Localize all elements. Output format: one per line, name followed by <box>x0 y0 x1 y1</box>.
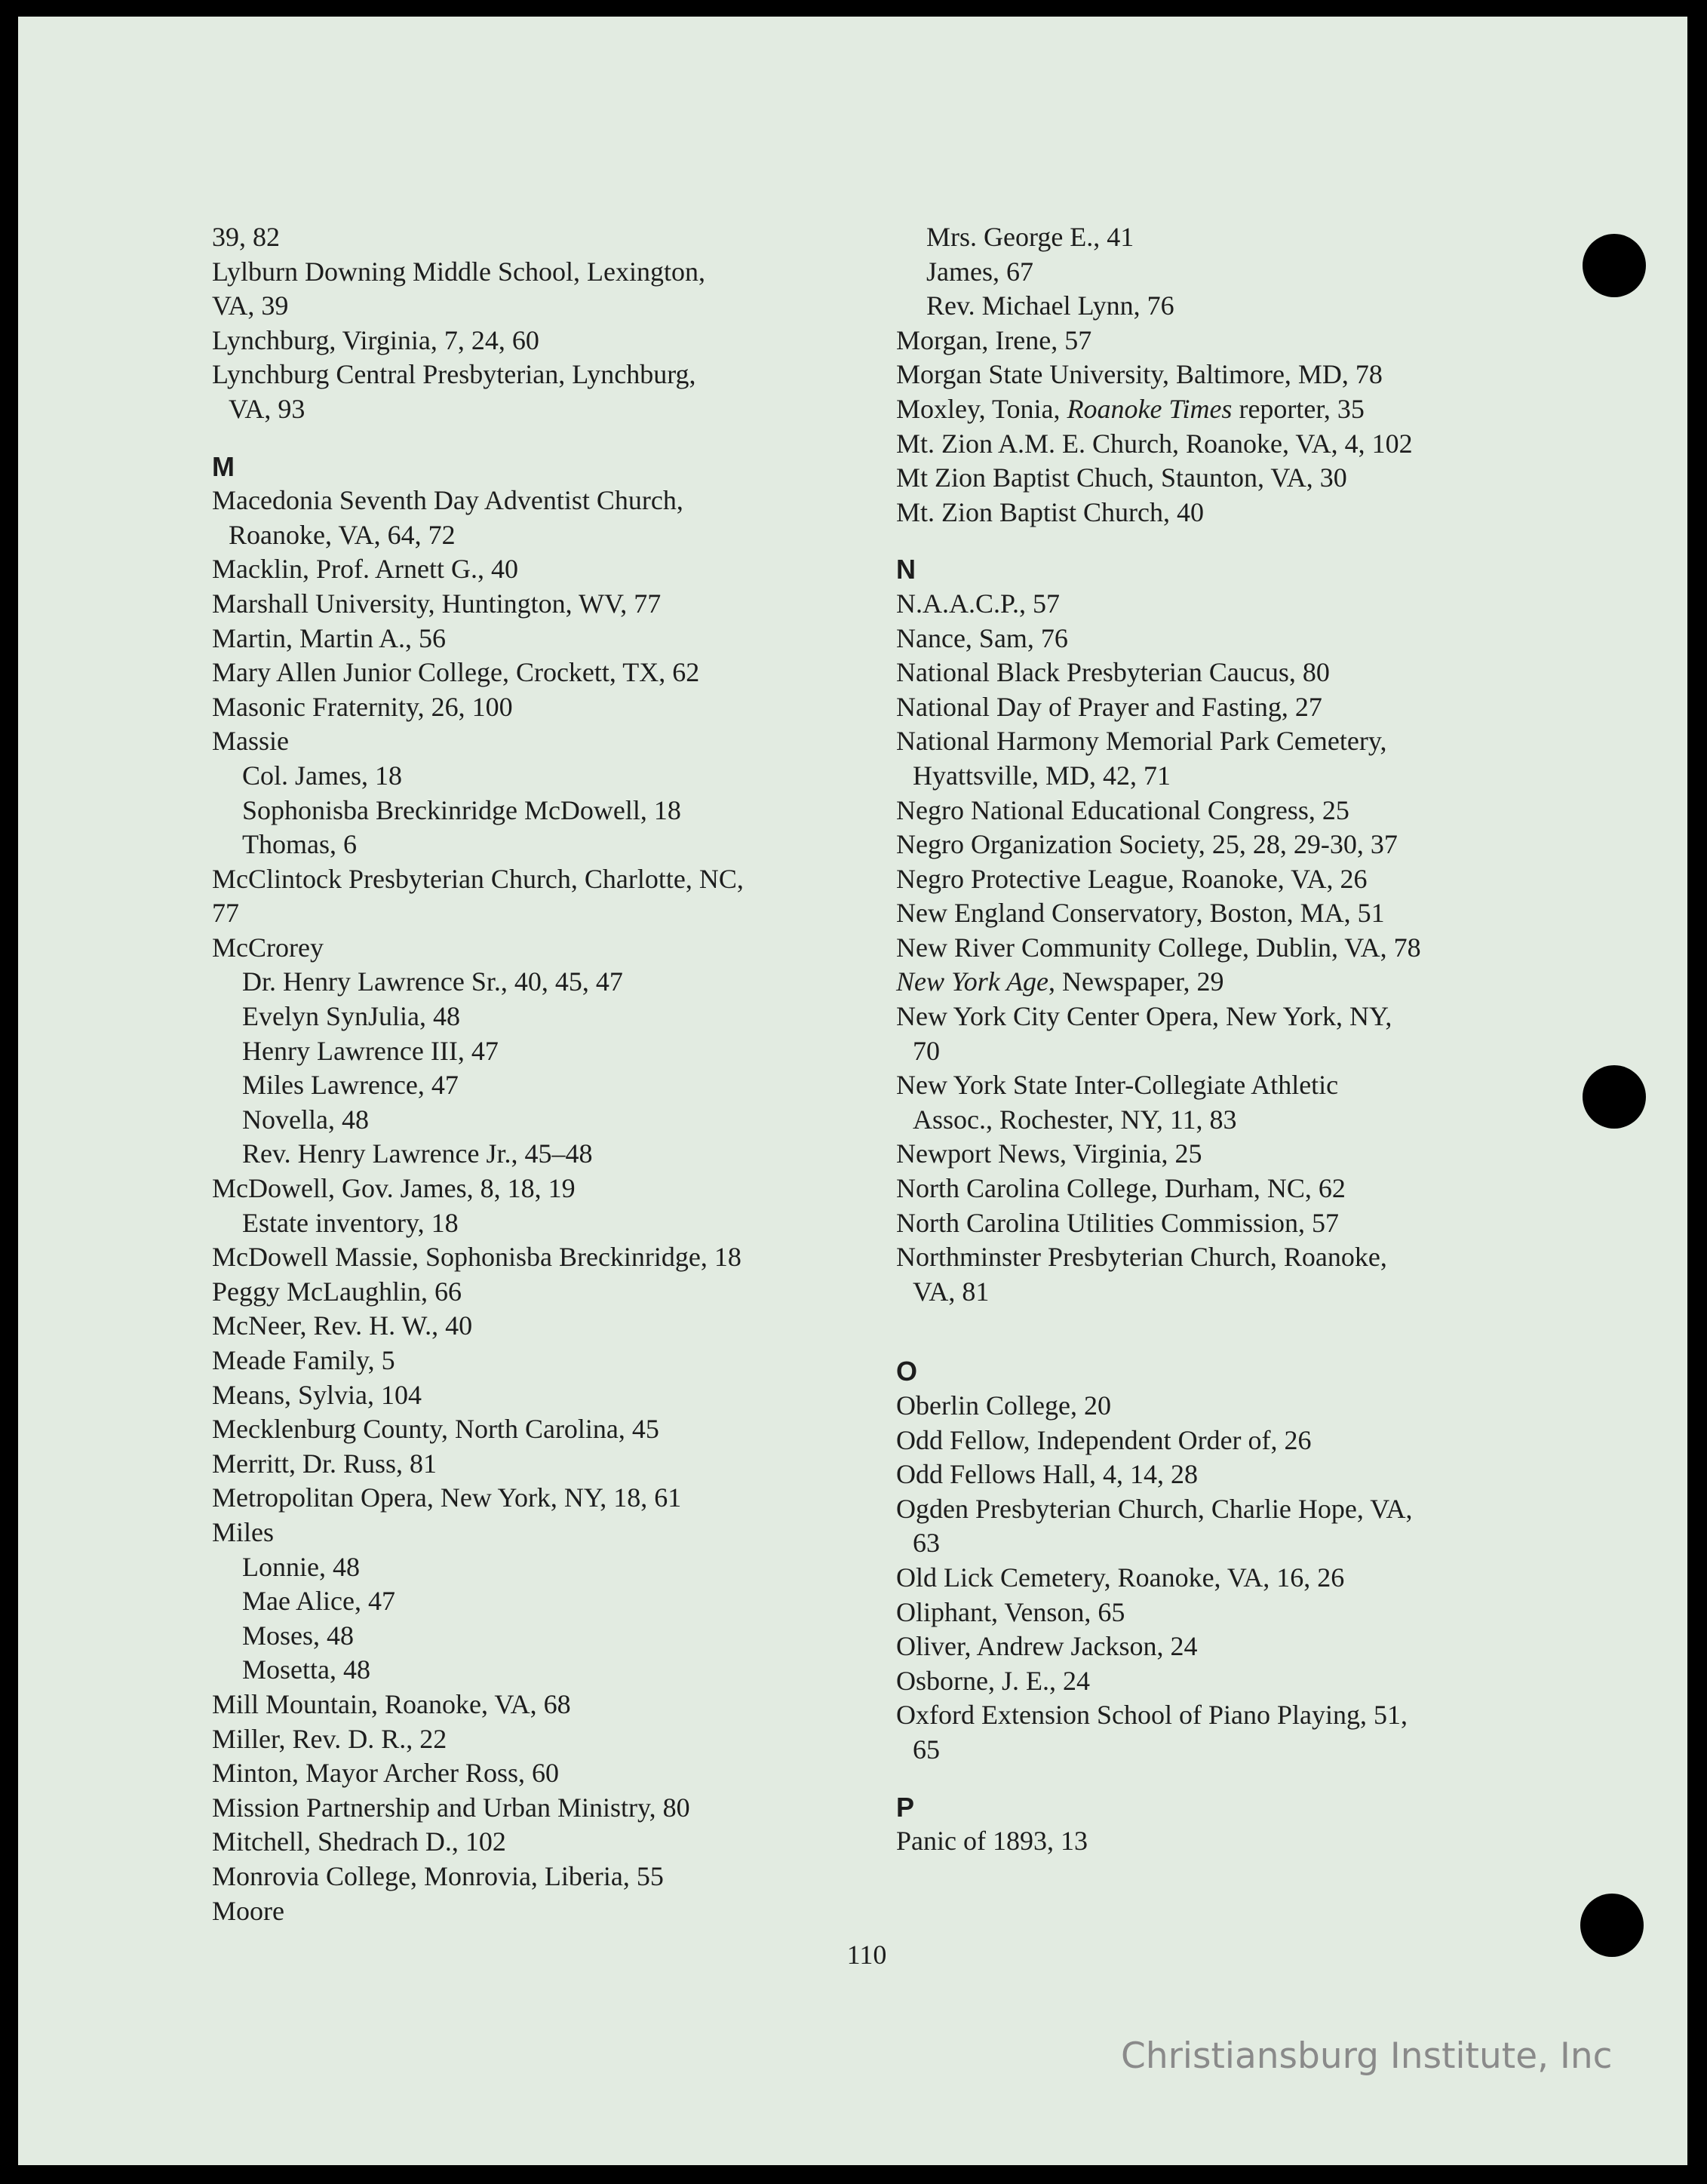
index-entry <box>896 1389 1575 1424</box>
index-entry <box>212 1309 861 1344</box>
entry-text: James, 67 <box>926 256 1033 287</box>
entry-text: Macedonia Seventh Day Adventist Church, <box>212 485 683 516</box>
entry-text: Northminster Presbyterian Church, Roanoke, <box>896 1242 1387 1273</box>
index-entry <box>896 220 1575 255</box>
index-entry <box>896 1824 1575 1859</box>
entry-text: N.A.A.C.P., 57 <box>896 588 1061 619</box>
index-entry <box>212 587 861 622</box>
entry-text: Oberlin College, 20 <box>896 1390 1111 1421</box>
index-entry <box>212 1344 861 1378</box>
entry-text: Panic of 1893, 13 <box>896 1826 1088 1857</box>
entry-text: 63 <box>913 1528 940 1559</box>
entry-text: Sophonisba Breckinridge McDowell, 18 <box>242 794 681 825</box>
index-entry <box>896 656 1575 690</box>
entry-text: Moses, 48 <box>242 1620 355 1651</box>
entry-text: McNeer, Rev. H. W., 40 <box>212 1310 473 1341</box>
entry-text: National Day of Prayer and Fasting, 27 <box>896 691 1322 722</box>
index-entry <box>896 358 1575 392</box>
entry-text: reporter, 35 <box>1232 393 1365 424</box>
index-entry <box>212 220 861 255</box>
index-entry <box>212 1000 861 1034</box>
entry-text: Roanoke, VA, 64, 72 <box>229 519 456 550</box>
entry-text: VA, 93 <box>229 393 305 424</box>
entry-text: Odd Fellows Hall, 4, 14, 28 <box>896 1459 1198 1490</box>
entry-text: VA, 81 <box>913 1276 990 1307</box>
index-entry <box>896 931 1575 966</box>
index-entry <box>212 1653 861 1688</box>
index-entry <box>896 1733 1575 1768</box>
entry-text: Lynchburg, Virginia, 7, 24, 60 <box>212 324 539 355</box>
entry-text: 77 <box>212 898 239 929</box>
index-entry <box>896 1000 1575 1034</box>
index-entry <box>896 1206 1575 1241</box>
index-entry <box>212 1034 861 1069</box>
entry-text: Mitchell, Shedrach D., 102 <box>212 1826 506 1857</box>
punch-hole <box>1580 1894 1644 1957</box>
entry-text: McClintock Presbyterian Church, Charlotte, NC, <box>212 863 744 894</box>
entry-text: National Harmony Memorial Park Cemetery, <box>896 726 1387 757</box>
entry-text: Mosetta, 48 <box>242 1654 370 1685</box>
index-entry <box>896 392 1575 427</box>
entry-text: Estate inventory, 18 <box>242 1207 459 1238</box>
index-entry <box>896 759 1575 794</box>
index-entry <box>896 1561 1575 1596</box>
entry-text: Negro Organization Society, 25, 28, 29-30, 37 <box>896 829 1398 860</box>
entry-text: Mt Zion Baptist Chuch, Staunton, VA, 30 <box>896 462 1347 493</box>
index-entry <box>212 1378 861 1413</box>
entry-text: New York City Center Opera, New York, NY, <box>896 1001 1392 1032</box>
entry-text: Rev. Henry Lawrence Jr., 45–48 <box>242 1138 593 1169</box>
entry-text: Oxford Extension School of Piano Playing, 51, <box>896 1700 1408 1731</box>
entry-text: Negro Protective League, Roanoke, VA, 26 <box>896 863 1368 894</box>
index-entry <box>896 1172 1575 1206</box>
entry-text: 65 <box>913 1734 940 1765</box>
entry-text: Col. James, 18 <box>242 760 402 791</box>
index-entry <box>212 1206 861 1241</box>
entry-text: Means, Sylvia, 104 <box>212 1379 422 1410</box>
page-number: 110 <box>846 1940 887 1970</box>
entry-text: Lynchburg Central Presbyterian, Lynchburg, <box>212 359 696 390</box>
index-entry <box>212 255 861 290</box>
index-entry <box>896 1275 1575 1310</box>
entry-text: McDowell, Gov. James, 8, 18, 19 <box>212 1173 576 1204</box>
index-entry <box>212 1550 861 1585</box>
index-entry <box>896 461 1575 496</box>
entry-text: McDowell Massie, Sophonisba Breckinridge, 18 <box>212 1242 741 1273</box>
index-entry <box>212 484 861 518</box>
entry-text: Peggy McLaughlin, 66 <box>212 1276 462 1307</box>
entry-text: Old Lick Cemetery, Roanoke, VA, 16, 26 <box>896 1562 1345 1593</box>
entry-text: M <box>212 450 235 482</box>
index-entry <box>212 1103 861 1138</box>
index-entry <box>212 1275 861 1310</box>
entry-text: Macklin, Prof. Arnett G., 40 <box>212 554 518 585</box>
section-letter-heading <box>896 1354 1575 1389</box>
entry-text: New England Conservatory, Boston, MA, 51 <box>896 898 1385 929</box>
index-entry <box>896 255 1575 290</box>
index-entry <box>896 690 1575 725</box>
entry-text: North Carolina College, Durham, NC, 62 <box>896 1173 1346 1204</box>
index-entry <box>212 1619 861 1654</box>
entry-text: Lylburn Downing Middle School, Lexington, <box>212 256 705 287</box>
entry-text: Mill Mountain, Roanoke, VA, 68 <box>212 1688 571 1719</box>
index-column-left <box>212 220 861 1928</box>
entry-text: New River Community College, Dublin, VA, 78 <box>896 932 1421 963</box>
index-entry <box>212 1447 861 1482</box>
punch-hole <box>1583 234 1646 297</box>
entry-text: Martin, Martin A., 56 <box>212 622 446 653</box>
index-entry <box>896 1068 1575 1103</box>
entry-text: Mary Allen Junior College, Crockett, TX, 62 <box>212 657 700 688</box>
index-entry <box>212 518 861 553</box>
index-entry <box>896 1424 1575 1458</box>
index-entry <box>896 289 1575 324</box>
index-entry <box>212 1172 861 1206</box>
index-entry <box>212 1412 861 1447</box>
index-entry <box>896 896 1575 931</box>
entry-text: , Newspaper, 29 <box>1048 966 1224 997</box>
index-entry <box>896 427 1575 462</box>
index-entry <box>212 1722 861 1757</box>
entry-text: Massie <box>212 726 289 757</box>
index-entry <box>896 862 1575 897</box>
index-entry <box>212 724 861 759</box>
italic-title: Roanoke Times <box>1067 393 1233 424</box>
index-entry <box>212 1584 861 1619</box>
entry-text: 39, 82 <box>212 222 280 252</box>
entry-text: Dr. Henry Lawrence Sr., 40, 45, 47 <box>242 966 623 997</box>
entry-text: N <box>896 554 916 585</box>
section-letter-heading <box>896 1790 1575 1825</box>
entry-text: 70 <box>913 1035 940 1066</box>
index-entry <box>896 1664 1575 1699</box>
entry-text: North Carolina Utilities Commission, 57 <box>896 1207 1339 1238</box>
index-entry <box>212 794 861 828</box>
punch-hole <box>1583 1065 1646 1129</box>
index-entry <box>212 289 861 324</box>
index-entry <box>212 1756 861 1791</box>
entry-text: McCrorey <box>212 932 324 963</box>
entry-text: Nance, Sam, 76 <box>896 622 1068 653</box>
entry-text: Odd Fellow, Independent Order of, 26 <box>896 1424 1312 1455</box>
index-entry <box>896 1034 1575 1069</box>
index-entry <box>896 1103 1575 1138</box>
entry-text: Metropolitan Opera, New York, NY, 18, 61 <box>212 1482 682 1513</box>
entry-text: P <box>896 1791 915 1823</box>
index-entry <box>212 324 861 358</box>
entry-text: Negro National Educational Congress, 25 <box>896 794 1349 825</box>
entry-text: Monrovia College, Monrovia, Liberia, 55 <box>212 1860 664 1891</box>
index-entry <box>896 794 1575 828</box>
index-entry <box>212 828 861 862</box>
index-entry <box>896 965 1575 1000</box>
entry-text: Miller, Rev. D. R., 22 <box>212 1723 447 1754</box>
entry-text: Meade Family, 5 <box>212 1345 395 1375</box>
index-entry <box>896 1137 1575 1172</box>
entry-text: Oliver, Andrew Jackson, 24 <box>896 1631 1198 1662</box>
index-column-right <box>896 220 1575 1859</box>
index-entry <box>896 1492 1575 1527</box>
entry-text: Evelyn SynJulia, 48 <box>242 1001 460 1032</box>
index-entry <box>212 862 861 897</box>
entry-text: Marshall University, Huntington, WV, 77 <box>212 588 662 619</box>
index-entry <box>896 724 1575 759</box>
entry-text: Mecklenburg County, North Carolina, 45 <box>212 1414 659 1445</box>
entry-text: New York State Inter-Collegiate Athletic <box>896 1070 1339 1101</box>
index-entry <box>212 1516 861 1550</box>
index-entry <box>896 587 1575 622</box>
watermark: Christiansburg Institute, Inc <box>1121 2035 1613 2077</box>
entry-text: VA, 39 <box>212 290 289 321</box>
index-entry <box>212 358 861 392</box>
index-entry <box>896 496 1575 530</box>
index-entry <box>212 392 861 427</box>
index-entry <box>896 1458 1575 1492</box>
index-entry <box>212 931 861 966</box>
entry-text: Morgan State University, Baltimore, MD, 78 <box>896 359 1383 390</box>
entry-text: Mrs. George E., 41 <box>926 222 1134 252</box>
index-entry <box>212 656 861 690</box>
section-letter-heading <box>212 450 861 484</box>
entry-text: Oliphant, Venson, 65 <box>896 1596 1125 1627</box>
entry-text: Masonic Fraternity, 26, 100 <box>212 691 513 722</box>
entry-text: Newport News, Virginia, 25 <box>896 1138 1202 1169</box>
index-entry <box>896 1596 1575 1630</box>
entry-text: Mt. Zion A.M. E. Church, Roanoke, VA, 4, 102 <box>896 428 1413 459</box>
entry-text: Merritt, Dr. Russ, 81 <box>212 1448 437 1479</box>
index-entry <box>896 1526 1575 1561</box>
index-entry <box>212 690 861 725</box>
entry-text: Minton, Mayor Archer Ross, 60 <box>212 1758 559 1789</box>
index-entry <box>212 1688 861 1722</box>
index-entry <box>896 1630 1575 1664</box>
italic-title: New York Age <box>896 966 1049 997</box>
entry-text: Ogden Presbyterian Church, Charlie Hope, VA, <box>896 1493 1413 1524</box>
index-entry <box>896 1698 1575 1733</box>
entry-text: Lonnie, 48 <box>242 1551 360 1582</box>
entry-text: Osborne, J. E., 24 <box>896 1665 1090 1696</box>
index-entry <box>896 1240 1575 1275</box>
index-entry <box>212 1825 861 1860</box>
index-entry <box>212 896 861 931</box>
index-entry <box>212 759 861 794</box>
entry-text: Novella, 48 <box>242 1104 369 1135</box>
index-entry <box>212 1240 861 1275</box>
index-entry <box>212 1860 861 1894</box>
index-entry <box>212 1481 861 1516</box>
entry-text: Mission Partnership and Urban Ministry, 80 <box>212 1792 690 1823</box>
index-entry <box>212 622 861 656</box>
entry-text: Mt. Zion Baptist Church, 40 <box>896 496 1204 527</box>
index-entry <box>896 622 1575 656</box>
entry-text: Moxley, Tonia, <box>896 393 1067 424</box>
index-entry <box>212 1068 861 1103</box>
index-entry <box>212 1137 861 1172</box>
index-entry <box>212 552 861 587</box>
entry-text: Morgan, Irene, 57 <box>896 324 1092 355</box>
entry-text: Mae Alice, 47 <box>242 1586 395 1617</box>
entry-text: Hyattsville, MD, 42, 71 <box>913 760 1171 791</box>
entry-text: Rev. Michael Lynn, 76 <box>926 290 1174 321</box>
index-entry <box>212 1894 861 1929</box>
entry-text: Miles Lawrence, 47 <box>242 1070 459 1101</box>
index-entry <box>212 1791 861 1826</box>
entry-text: National Black Presbyterian Caucus, 80 <box>896 657 1330 688</box>
entry-text: Thomas, 6 <box>242 829 357 860</box>
section-letter-heading <box>896 552 1575 587</box>
entry-text: Henry Lawrence III, 47 <box>242 1035 499 1066</box>
entry-text: Moore <box>212 1895 284 1926</box>
entry-text: Assoc., Rochester, NY, 11, 83 <box>913 1104 1237 1135</box>
index-entry <box>896 828 1575 862</box>
index-entry <box>896 324 1575 358</box>
index-entry <box>212 965 861 1000</box>
entry-text: O <box>896 1356 918 1387</box>
entry-text: Miles <box>212 1516 275 1547</box>
page <box>18 17 1687 2165</box>
